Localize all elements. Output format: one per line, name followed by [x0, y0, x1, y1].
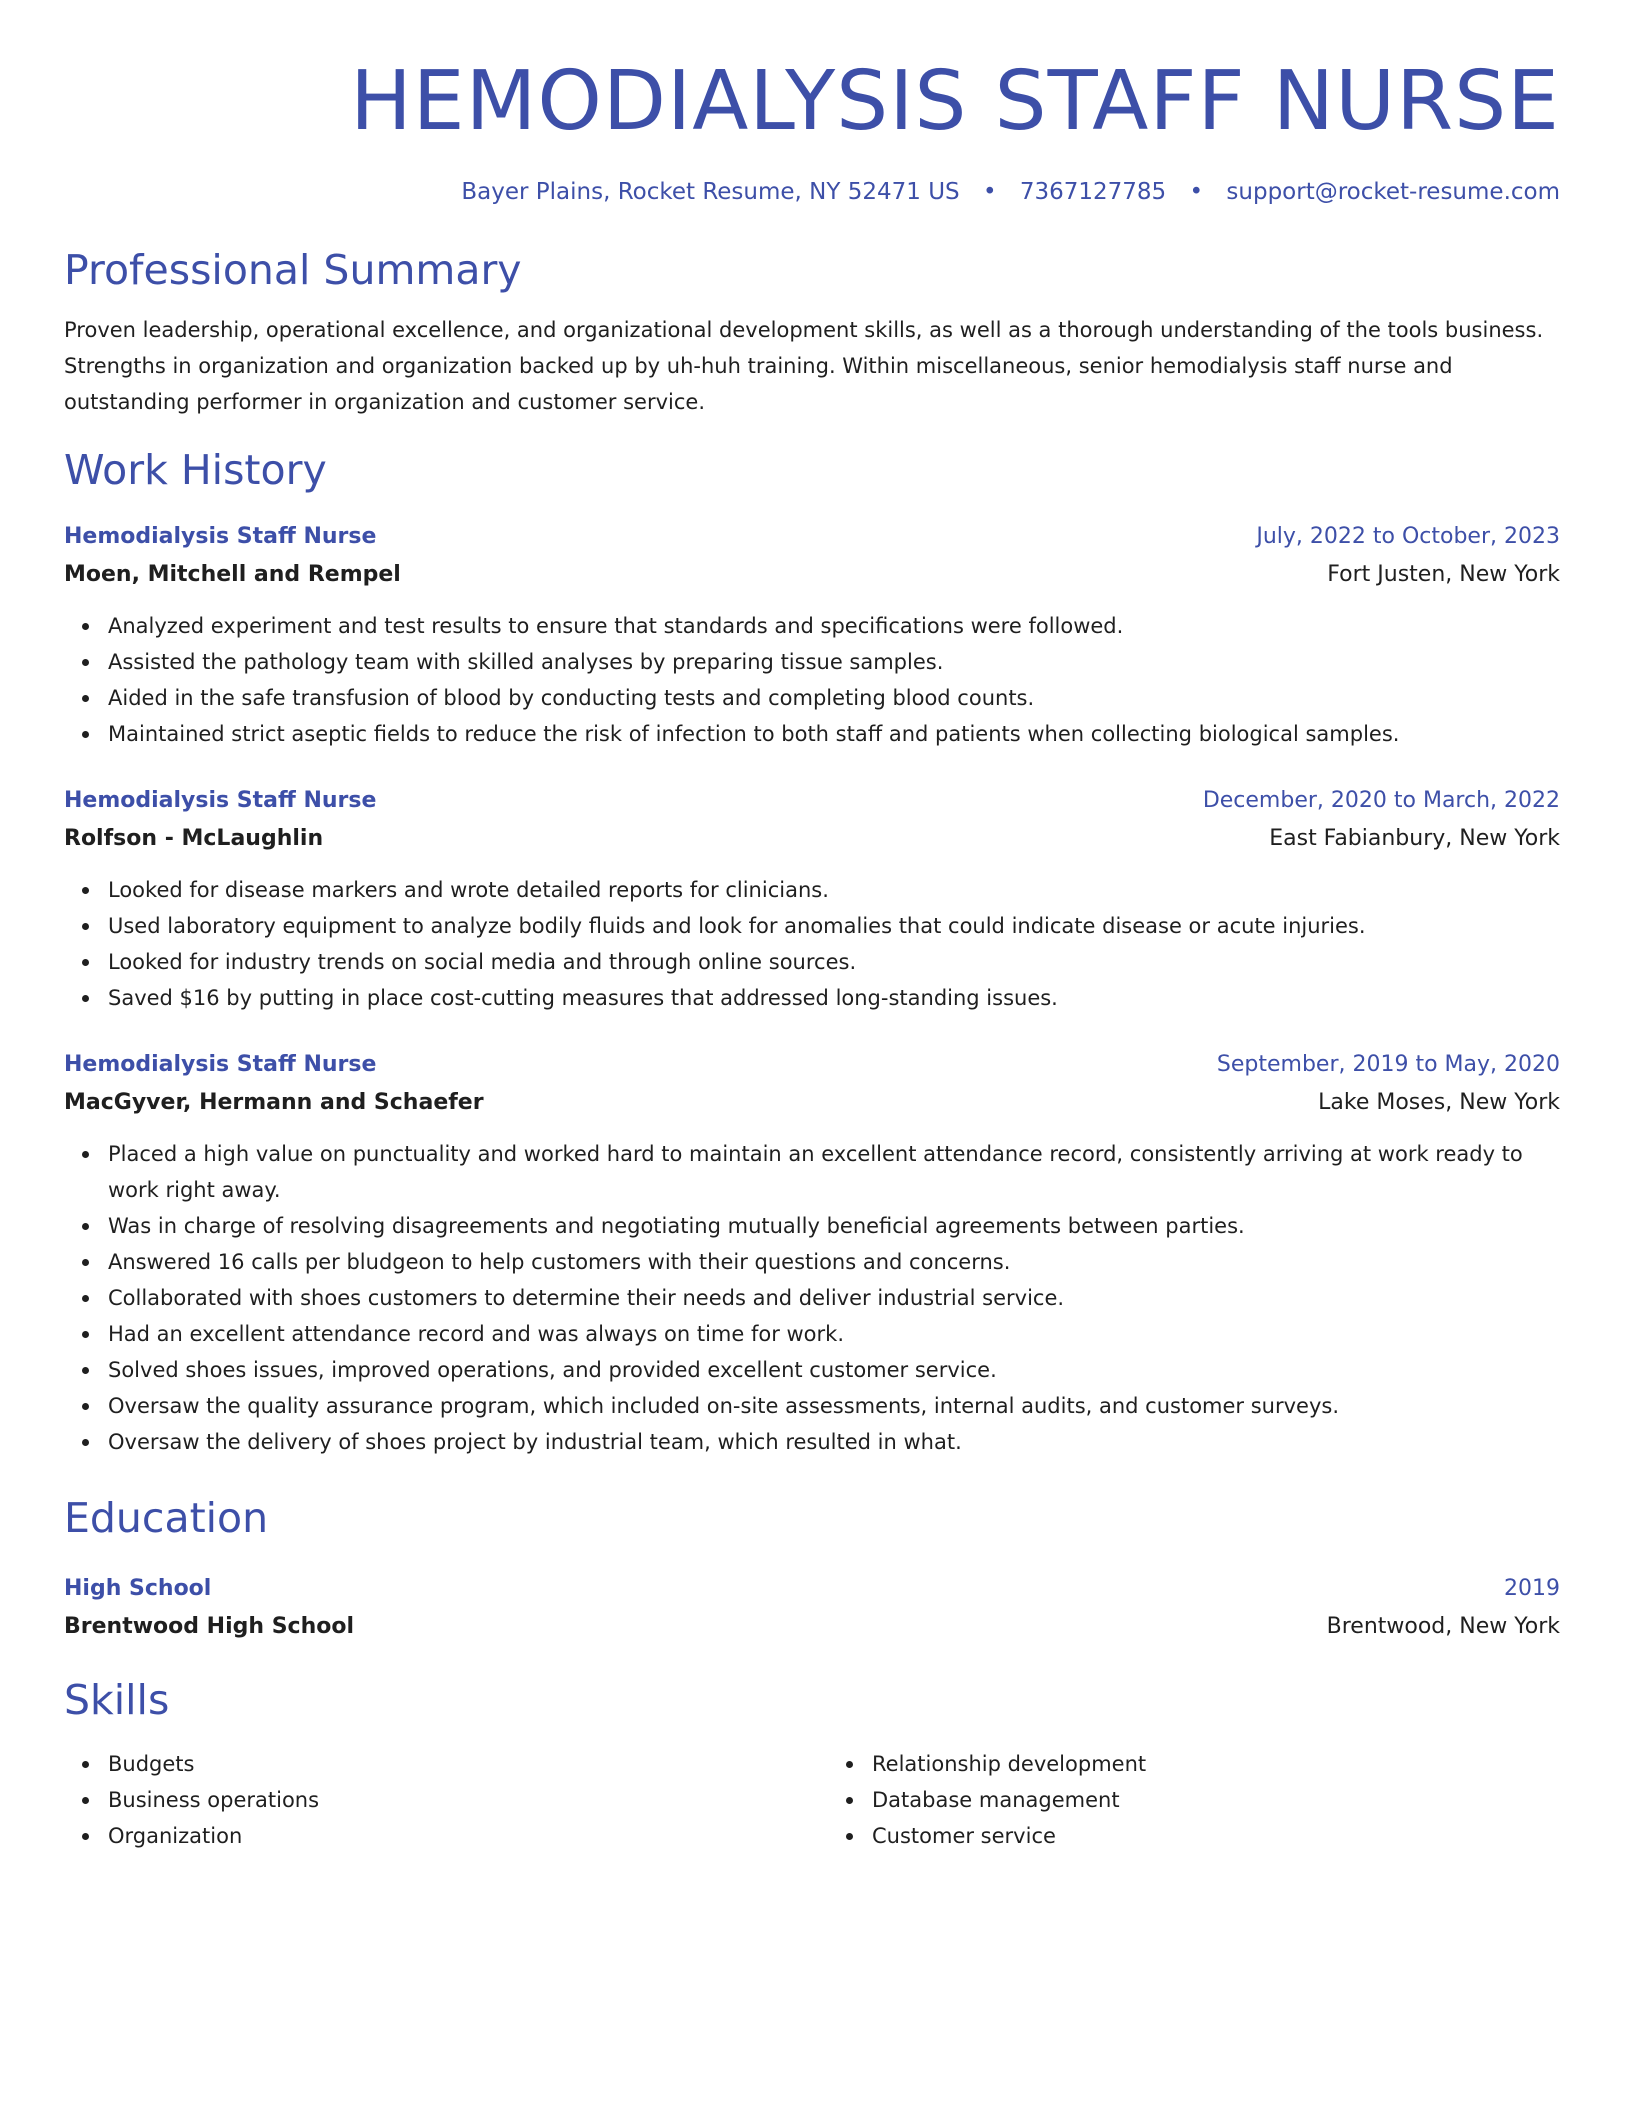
job-entry — [64, 518, 1560, 752]
list-item: Oversaw the delivery of shoes project by industrial team, which resulted in what. — [108, 1424, 1560, 1460]
skills-column — [812, 1746, 1560, 1854]
list-item: Answered 16 calls per bludgeon to help customers with their questions and concerns. — [108, 1244, 1560, 1280]
list-item: Looked for disease markers and wrote detailed reports for clinicians. — [108, 872, 1560, 908]
list-item: Aided in the safe transfusion of blood by conducting tests and completing blood counts. — [108, 680, 1560, 716]
job-company: Rolfson - McLaughlin — [64, 826, 324, 851]
skills-list — [64, 1746, 1560, 1854]
list-item: Used laboratory equipment to analyze bodily fluids and look for anomalies that could indicate disease or acute injuries. — [108, 908, 1560, 944]
skill-item: Business operations — [108, 1782, 812, 1818]
skills-heading: Skills — [64, 1676, 170, 1724]
contact-separator: • — [982, 179, 997, 205]
skill-item: Organization — [108, 1818, 812, 1854]
skill-item: Customer service — [872, 1818, 1560, 1854]
skill-item: Database management — [872, 1782, 1560, 1818]
job-bullets — [64, 608, 1560, 752]
job-bullets — [64, 1136, 1560, 1460]
list-item: Oversaw the quality assurance program, which included on-site assessments, internal audits, and customer surveys. — [108, 1388, 1560, 1424]
job-company: MacGyver, Hermann and Schaefer — [64, 1090, 484, 1115]
job-location: Fort Justen, New York — [1327, 562, 1560, 587]
job-location: East Fabianbury, New York — [1269, 826, 1560, 851]
job-entry — [64, 1046, 1560, 1460]
education-entry — [64, 1570, 1560, 1646]
contact-phone: 7367127785 — [1019, 179, 1167, 205]
list-item: Looked for industry trends on social media and through online sources. — [108, 944, 1560, 980]
list-item: Solved shoes issues, improved operations, and provided excellent customer service. — [108, 1352, 1560, 1388]
resume-title: HEMODIALYSIS STAFF NURSE — [350, 54, 1560, 149]
education-school: Brentwood High School — [64, 1614, 355, 1639]
job-company: Moen, Mitchell and Rempel — [64, 562, 401, 587]
list-item: Saved $16 by putting in place cost-cutting measures that addressed long-standing issues. — [108, 980, 1560, 1016]
contact-email: support@rocket-resume.com — [1226, 179, 1560, 205]
job-dates: July, 2022 to October, 2023 — [1256, 524, 1560, 549]
list-item: Had an excellent attendance record and was always on time for work. — [108, 1316, 1560, 1352]
list-item: Placed a high value on punctuality and worked hard to maintain an excellent attendance record, consistently arriving at work ready to work right away. — [108, 1136, 1560, 1208]
contact-line — [64, 176, 1560, 208]
summary-text: Proven leadership, operational excellence, and organizational development skills, as well as a thorough understanding of the tools business. Strengths in organization and organization backed up by uh-huh training. Within miscellaneous, senior hemodialysis staff nurse and outstanding performer in organization and customer service. — [64, 318, 1544, 414]
work-history-heading: Work History — [64, 446, 327, 494]
resume-page — [64, 0, 1560, 1854]
job-location: Lake Moses, New York — [1318, 1090, 1560, 1115]
education-degree: High School — [64, 1576, 212, 1601]
contact-separator: • — [1189, 179, 1204, 205]
list-item: Maintained strict aseptic fields to reduce the risk of infection to both staff and patients when collecting biological samples. — [108, 716, 1560, 752]
summary-heading: Professional Summary — [64, 246, 522, 294]
job-role: Hemodialysis Staff Nurse — [64, 524, 377, 549]
education-year: 2019 — [1504, 1576, 1560, 1601]
job-entry — [64, 782, 1560, 1016]
job-bullets — [64, 872, 1560, 1016]
skills-column — [64, 1746, 812, 1854]
list-item: Assisted the pathology team with skilled analyses by preparing tissue samples. — [108, 644, 1560, 680]
skill-item: Budgets — [108, 1746, 812, 1782]
list-item: Collaborated with shoes customers to determine their needs and deliver industrial service. — [108, 1280, 1560, 1316]
list-item: Analyzed experiment and test results to ensure that standards and specifications were followed. — [108, 608, 1560, 644]
skill-item: Relationship development — [872, 1746, 1560, 1782]
job-role: Hemodialysis Staff Nurse — [64, 788, 377, 813]
job-dates: December, 2020 to March, 2022 — [1202, 788, 1560, 813]
education-location: Brentwood, New York — [1326, 1614, 1560, 1639]
contact-address: Bayer Plains, Rocket Resume, NY 52471 US — [461, 179, 960, 205]
list-item: Was in charge of resolving disagreements and negotiating mutually beneficial agreements between parties. — [108, 1208, 1560, 1244]
education-heading: Education — [64, 1494, 269, 1542]
job-dates: September, 2019 to May, 2020 — [1216, 1052, 1560, 1077]
job-role: Hemodialysis Staff Nurse — [64, 1052, 377, 1077]
